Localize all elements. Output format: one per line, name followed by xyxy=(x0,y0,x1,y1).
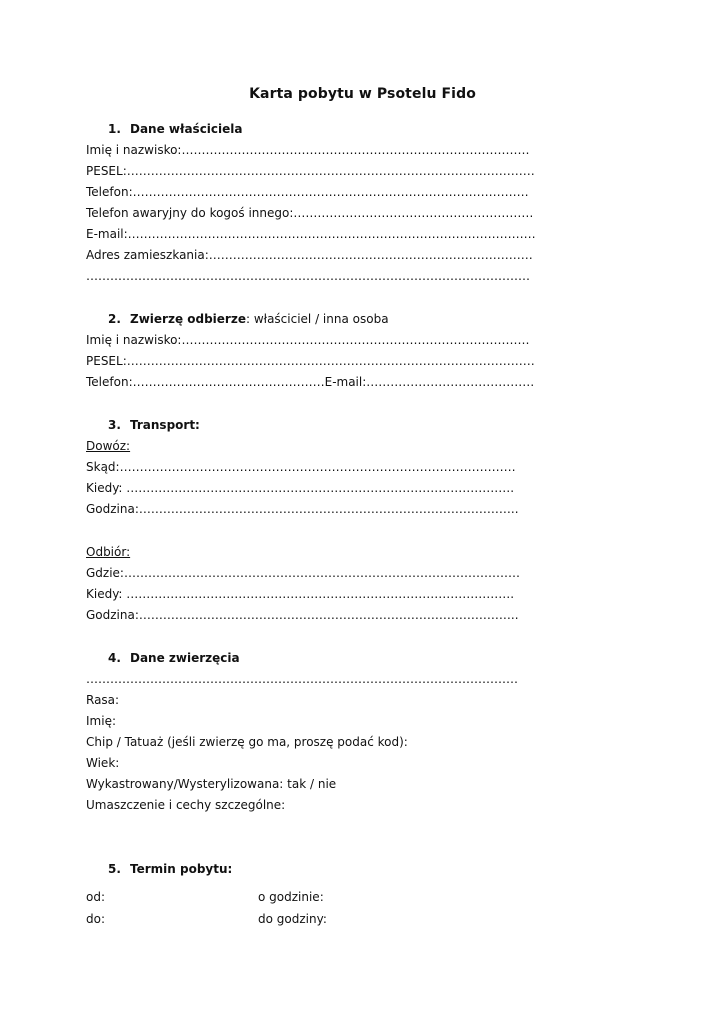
owner-name-field[interactable]: Imię i nazwisko:…………………………………………………………………………… xyxy=(86,143,530,157)
section-3-title: Transport: xyxy=(130,418,200,432)
stay-from-date-field[interactable]: od: xyxy=(86,890,106,904)
section-3-number: 3. xyxy=(108,418,121,432)
odbior-time-field[interactable]: Godzina:………………………………………………………………………………….. xyxy=(86,608,519,622)
section-1-title: Dane właściciela xyxy=(130,122,243,136)
odbior-label: Odbiór: xyxy=(86,545,131,559)
dowoz-label: Dowóz: xyxy=(86,439,131,453)
section-5-heading xyxy=(108,861,232,877)
odbior-when-field[interactable]: Kiedy: ……………………………………………………………………………………. xyxy=(86,587,515,601)
animal-chip-field[interactable]: Chip / Tatuaż (jeśli zwierzę go ma, proszę podać kod): xyxy=(86,735,408,749)
stay-from-time-field[interactable]: o godzinie: xyxy=(258,890,324,904)
section-4-title: Dane zwierzęcia xyxy=(130,651,240,665)
animal-age-field[interactable]: Wiek: xyxy=(86,756,120,770)
pickup-phone-email-field[interactable]: Telefon:…………………………………………E-mail:…………………………………… xyxy=(86,375,535,389)
odbior-where-field[interactable]: Gdzie:……………………………………………………………………………………… xyxy=(86,566,520,580)
pickup-name-field[interactable]: Imię i nazwisko:…………………………………………………………………………… xyxy=(86,333,530,347)
owner-phone-field[interactable]: Telefon:……………………………………………………………………………………… xyxy=(86,185,529,199)
animal-breed-field[interactable]: Rasa: xyxy=(86,693,120,707)
section-1-number: 1. xyxy=(108,122,121,136)
section-3-heading xyxy=(108,417,200,433)
page-title: Karta pobytu w Psotelu Fido xyxy=(249,86,476,102)
animal-name-field[interactable]: Imię: xyxy=(86,714,116,728)
section-5-number: 5. xyxy=(108,862,121,876)
section-4-number: 4. xyxy=(108,651,121,665)
animal-neutered-field[interactable]: Wykastrowany/Wysterylizowana: tak / nie xyxy=(86,777,337,791)
dowoz-time-field[interactable]: Godzina:………………………………………………………………………………….. xyxy=(86,502,519,516)
emergency-phone-field[interactable]: Telefon awaryjny do kogoś innego:…………………………………………………… xyxy=(86,206,534,220)
animal-markings-field[interactable]: Umaszczenie i cechy szczególne: xyxy=(86,798,286,812)
owner-address-field[interactable]: Adres zamieszkania:……………………………………………………………………… xyxy=(86,248,533,262)
pickup-pesel-field[interactable]: PESEL:………………………………………………………………………………………… xyxy=(86,354,535,368)
animal-species-field[interactable]: ……………………………………………………………………………………………… xyxy=(86,672,518,686)
section-5-title: Termin pobytu: xyxy=(130,862,233,876)
section-2-title: Zwierzę odbierze xyxy=(130,312,246,326)
dowoz-from-field[interactable]: Skąd:……………………………………………………………………………………… xyxy=(86,460,516,474)
stay-to-time-field[interactable]: do godziny: xyxy=(258,912,327,926)
stay-to-date-field[interactable]: do: xyxy=(86,912,106,926)
section-2-heading xyxy=(108,311,389,327)
section-1-heading xyxy=(108,121,243,137)
pickup-person-options[interactable]: : właściciel / inna osoba xyxy=(245,312,389,326)
section-2-number: 2. xyxy=(108,312,121,326)
dowoz-when-field[interactable]: Kiedy: ……………………………………………………………………………………. xyxy=(86,481,515,495)
section-4-heading xyxy=(108,650,240,666)
owner-email-field[interactable]: E-mail:………………………………………………………………………………………… xyxy=(86,227,536,241)
owner-address-continued-field[interactable]: ………………………………………………………………………………………………… xyxy=(86,269,530,283)
owner-pesel-field[interactable]: PESEL:………………………………………………………………………………………… xyxy=(86,164,535,178)
